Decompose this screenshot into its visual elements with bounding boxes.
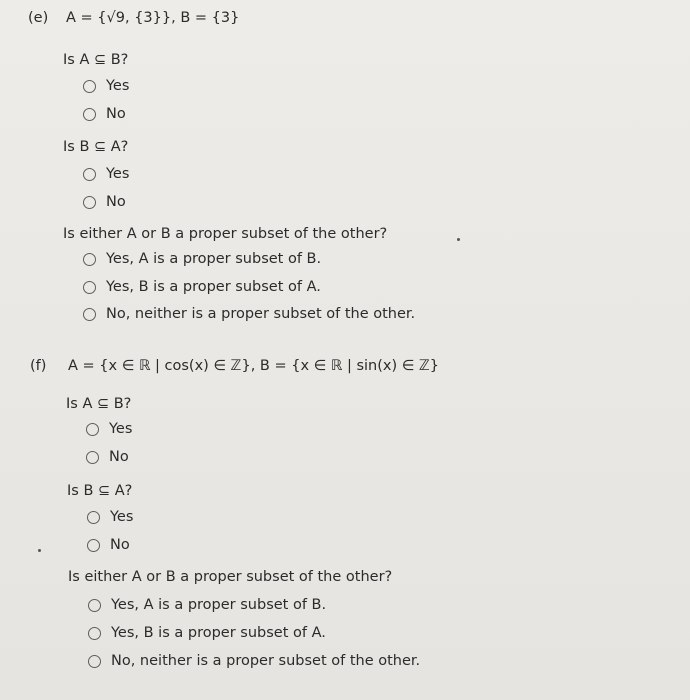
stray-mark xyxy=(457,238,460,241)
option-label: No, neither is a proper subset of the other. xyxy=(111,653,421,669)
option-label: Yes, A is a proper subset of B. xyxy=(111,597,327,613)
part-e-label: (e) xyxy=(28,10,49,26)
option-label: Yes xyxy=(109,421,133,437)
radio-icon[interactable] xyxy=(86,451,99,464)
part-f-q3-option-b-subset-a[interactable] xyxy=(88,625,326,641)
part-e-header xyxy=(28,10,239,26)
option-label: Yes, A is a proper subset of B. xyxy=(106,251,322,267)
radio-icon[interactable] xyxy=(88,627,101,640)
radio-icon[interactable] xyxy=(87,511,100,524)
radio-icon[interactable] xyxy=(83,253,96,266)
radio-icon[interactable] xyxy=(86,423,99,436)
part-e-q3-option-b-subset-a[interactable] xyxy=(83,279,321,295)
option-label: No xyxy=(110,537,130,553)
option-label: No xyxy=(106,106,126,122)
radio-icon[interactable] xyxy=(83,308,96,321)
option-label: No, neither is a proper subset of the other. xyxy=(106,306,416,322)
part-f-q1-option-yes[interactable] xyxy=(86,421,132,437)
part-f-q3: Is either A or B a proper subset of the other? xyxy=(68,569,393,585)
part-e-q2-option-no[interactable] xyxy=(83,194,126,210)
part-f-statement: A = {x ∈ ℝ | cos(x) ∈ ℤ}, B = {x ∈ ℝ | sin(x) ∈ ℤ} xyxy=(68,358,440,374)
part-f-q1: Is A ⊆ B? xyxy=(66,396,132,412)
part-f-q2-option-no[interactable] xyxy=(87,537,130,553)
radio-icon[interactable] xyxy=(88,655,101,668)
radio-icon[interactable] xyxy=(83,281,96,294)
radio-icon[interactable] xyxy=(88,599,101,612)
radio-icon[interactable] xyxy=(83,108,96,121)
part-e-q3: Is either A or B a proper subset of the other? xyxy=(63,226,388,242)
part-e-q3-option-neither[interactable] xyxy=(83,306,415,322)
part-e-q3-option-a-subset-b[interactable] xyxy=(83,251,321,267)
radio-icon[interactable] xyxy=(87,539,100,552)
part-e-q1-option-yes[interactable] xyxy=(83,78,129,94)
part-f-q3-option-neither[interactable] xyxy=(88,653,420,669)
part-e-q2-option-yes[interactable] xyxy=(83,166,129,182)
part-e-q1-option-no[interactable] xyxy=(83,106,126,122)
part-e-statement: A = {√9, {3}}, B = {3} xyxy=(66,10,240,26)
part-f-q3-option-a-subset-b[interactable] xyxy=(88,597,326,613)
part-f-label: (f) xyxy=(30,358,47,374)
option-label: Yes xyxy=(106,78,130,94)
option-label: Yes, B is a proper subset of A. xyxy=(106,279,321,295)
radio-icon[interactable] xyxy=(83,168,96,181)
part-f-header xyxy=(30,358,439,374)
option-label: Yes xyxy=(110,509,134,525)
stray-mark xyxy=(38,549,41,552)
part-f-q2-option-yes[interactable] xyxy=(87,509,133,525)
part-f-q1-option-no[interactable] xyxy=(86,449,129,465)
option-label: No xyxy=(109,449,129,465)
option-label: Yes, B is a proper subset of A. xyxy=(111,625,326,641)
part-f-q2: Is B ⊆ A? xyxy=(67,483,133,499)
part-e-q1: Is A ⊆ B? xyxy=(63,52,129,68)
option-label: Yes xyxy=(106,166,130,182)
radio-icon[interactable] xyxy=(83,80,96,93)
option-label: No xyxy=(106,194,126,210)
part-e-q2: Is B ⊆ A? xyxy=(63,139,129,155)
radio-icon[interactable] xyxy=(83,196,96,209)
